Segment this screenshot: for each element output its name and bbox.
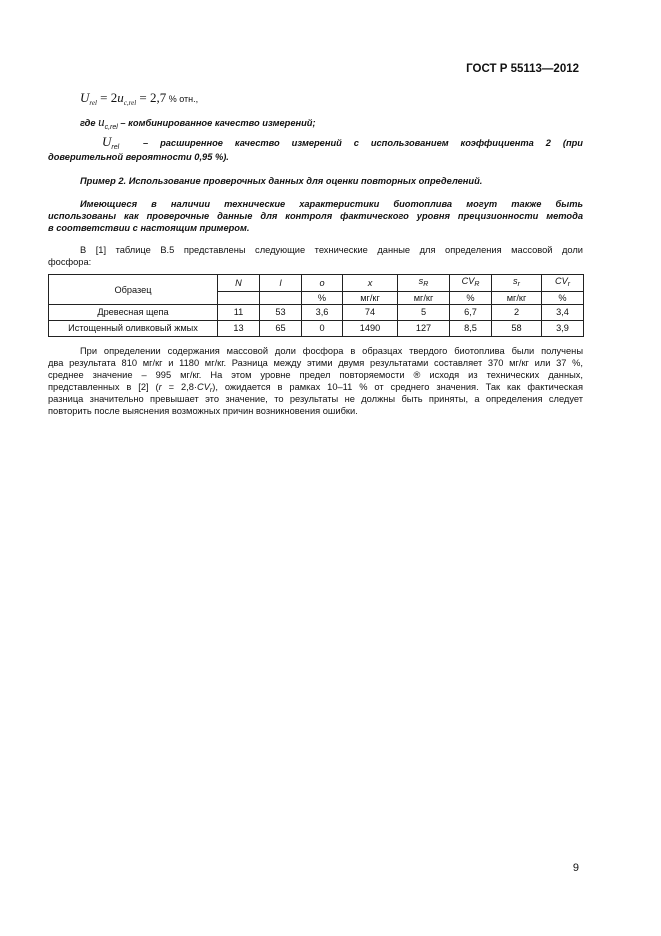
table-cell: 65: [260, 321, 302, 337]
unit-cell: мг/кг: [492, 292, 542, 305]
expanded-U-sub: rel: [111, 144, 120, 151]
unit-cell: %: [302, 292, 343, 305]
intro-line2: фосфора:: [48, 257, 92, 267]
table-cell: 74: [343, 305, 398, 321]
table-cell: 58: [492, 321, 542, 337]
table-cell: 0: [302, 321, 343, 337]
col-header: $CV_r$: [542, 275, 584, 292]
col-header: $s_r$: [492, 275, 542, 292]
table-cell: 8,5: [450, 321, 492, 337]
formula-eq2: = 2,7: [136, 90, 167, 105]
unit-cell: %: [450, 292, 492, 305]
where-line: [80, 114, 316, 131]
where-u: u: [98, 114, 105, 129]
example-title: Пример 2. Использование проверочных данных для оценки повторных определений.: [80, 176, 483, 186]
expanded-text1: – расширенное качество измерений с использованием коэффициента 2 (при: [143, 138, 583, 148]
expanded-U: U: [102, 134, 112, 149]
formula-unit: % отн.,: [166, 94, 199, 104]
col-header: x: [343, 275, 398, 292]
table-cell: 3,4: [542, 305, 584, 321]
formula-eq1: = 2: [96, 90, 118, 105]
example-text-line1: Имеющиеся в наличии технические характеристики биотоплива могут также быть: [80, 199, 583, 209]
unit-cell: %: [542, 292, 584, 305]
table-row: [49, 321, 584, 337]
table-cell: 3,6: [302, 305, 343, 321]
paragraph-line4a: представленных в [2] (: [48, 382, 159, 392]
paragraph-line4c: ), ожидается в рамках 10–11 % от среднего значения. Так как фактическая: [212, 382, 583, 392]
expanded-line1: [102, 134, 583, 151]
paragraph-cv-sub: r: [209, 387, 213, 394]
col-header: l: [260, 275, 302, 292]
table-cell: 5: [398, 305, 450, 321]
formula-U: U: [80, 90, 90, 105]
sample-name: Древесная щепа: [49, 305, 218, 321]
table-cell: 3,9: [542, 321, 584, 337]
table-cell: 13: [218, 321, 260, 337]
table-cell: 2: [492, 305, 542, 321]
paragraph-line5: разница значительно превышает это значение, то результаты не должны быть приняты, а определения следует: [48, 394, 583, 404]
col-header: $CV_R$: [450, 275, 492, 292]
unit-cell: [260, 292, 302, 305]
col-header: N: [218, 275, 260, 292]
phosphorus-data-table: [48, 274, 584, 337]
paragraph-line2: два результата 810 мг/кг и 1180 мг/кг. Разница между этими двумя результатами составляет 370 мг/кг или 37 %,: [48, 358, 583, 368]
standard-header: ГОСТ Р 55113—2012: [466, 63, 579, 75]
sample-header: Образец: [49, 275, 218, 305]
page-number: 9: [572, 862, 579, 874]
col-header: o: [302, 275, 343, 292]
sample-name: Истощенный оливковый жмых: [49, 321, 218, 337]
table-cell: 127: [398, 321, 450, 337]
formula-U-sub: rel: [89, 99, 97, 107]
formula-u-sub: c,rel: [123, 99, 137, 107]
table-cell: 1490: [343, 321, 398, 337]
paragraph-r: r: [158, 382, 162, 392]
formula-urel: [80, 90, 198, 107]
where-prefix: где: [80, 118, 99, 128]
table-cell: 11: [218, 305, 260, 321]
table-cell: 6,7: [450, 305, 492, 321]
unit-cell: [218, 292, 260, 305]
paragraph-cv: CV: [197, 382, 210, 392]
intro-line1: В [1] таблице В.5 представлены следующие технические данные для определения массовой доли: [80, 245, 583, 255]
unit-cell: мг/кг: [343, 292, 398, 305]
unit-cell: мг/кг: [398, 292, 450, 305]
example-text-line2: использованы как проверочные данные для контроля фактического уровня прецизионности метода: [48, 211, 583, 221]
formula-u: u: [117, 90, 124, 105]
col-header: $s_R$: [398, 275, 450, 292]
table-cell: 53: [260, 305, 302, 321]
paragraph-line4b: = 2,8·: [161, 382, 197, 392]
paragraph-line1: При определении содержания массовой доли фосфора в образцах твердого биотоплива были получены: [80, 346, 583, 356]
where-text: – комбинированное качество измерений;: [117, 118, 316, 128]
paragraph-line3: среднее значение – 995 мг/кг. На этом уровне предел повторяемости ® исходя из технических данных,: [48, 370, 583, 380]
where-u-sub: c,rel: [104, 124, 118, 131]
example-text-line3: в соответствии с настоящим примером.: [48, 223, 250, 233]
table-row: [49, 305, 584, 321]
paragraph-line6: повторить после выяснения возможных причин возникновения ошибки.: [48, 406, 358, 416]
expanded-line2: доверительной вероятности 0,95 %).: [48, 152, 229, 162]
